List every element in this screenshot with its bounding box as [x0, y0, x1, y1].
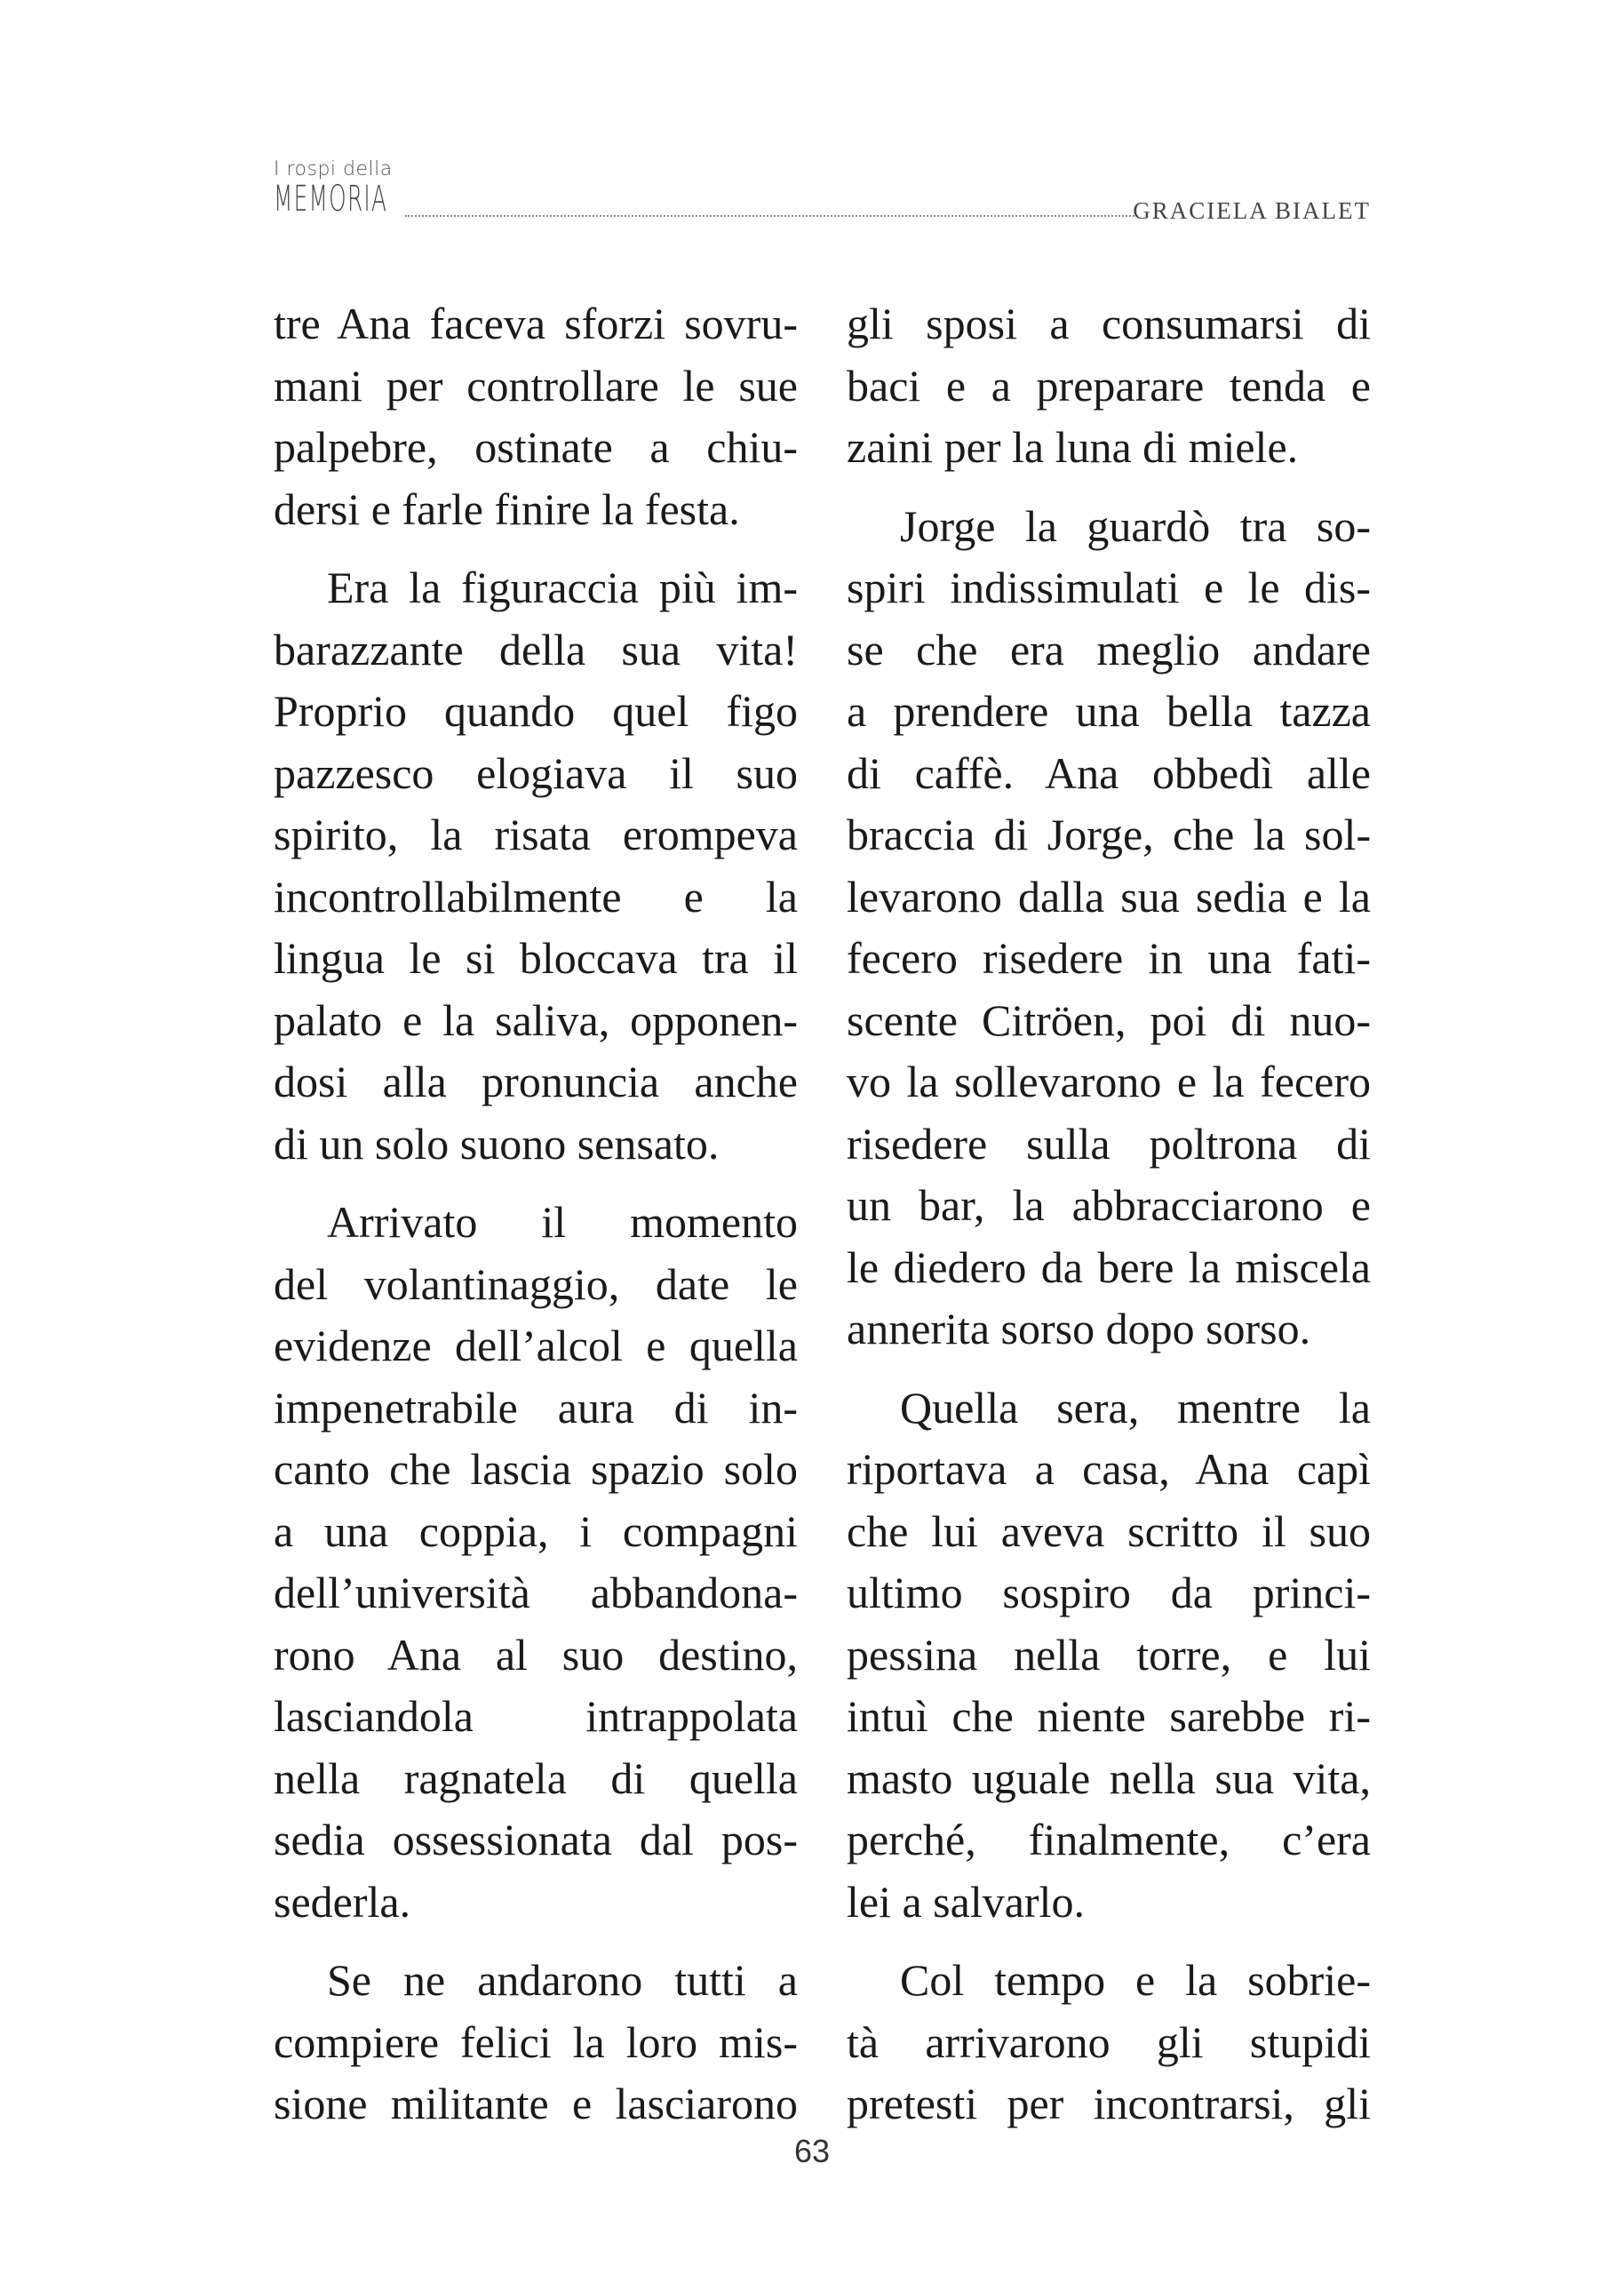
dotted-leader [405, 215, 1138, 217]
text-line: rono Ana al suo destino, [274, 1629, 798, 1680]
book-logo [274, 158, 407, 229]
text-line: ultimo sospiro da princi- [847, 1568, 1371, 1617]
page-number: 63 [793, 2133, 831, 2169]
text-line: del volantinaggio, date le [274, 1258, 798, 1309]
text-line: a una coppia, i compagni [274, 1505, 798, 1556]
paragraph-gap [274, 1175, 798, 1192]
text-line: lei a salvarlo. [847, 1876, 1085, 1927]
text-line: levarono dalla sua sedia e la [847, 871, 1371, 922]
text-line: spirito, la risata erompeva [274, 810, 798, 859]
text-line: palato e la saliva, opponen- [274, 994, 798, 1045]
text-column-left [274, 293, 798, 2135]
logo-title: MEMORIA [274, 179, 388, 220]
text-line: a prendere una bella tazza [847, 686, 1371, 736]
text-line: impenetrabile aura di in- [274, 1382, 798, 1433]
text-line: risedere sulla poltrona di [847, 1118, 1371, 1169]
text-line: evidenze dell’alcol e quella [274, 1321, 798, 1370]
text-line: pazzesco elogiava il suo [274, 747, 798, 798]
text-line: Quella sera, mentre la [900, 1382, 1371, 1433]
text-line: Col tempo e la sobrie- [900, 1955, 1371, 2005]
text-line: un bar, la abbracciarono e [847, 1180, 1371, 1230]
text-line: di un solo suono sensato. [274, 1118, 720, 1169]
paragraph-gap [274, 540, 798, 557]
text-line: gli sposi a consumarsi di [847, 299, 1371, 348]
text-line: dersi e farle finire la festa. [274, 483, 740, 534]
text-line: vo la sollevarono e la fecero [847, 1057, 1371, 1106]
paragraph-gap [274, 1933, 798, 1950]
text-line: scente Citröen, poi di nuo- [847, 994, 1371, 1045]
text-line: fecero risedere in una fati- [847, 933, 1371, 983]
text-line: riportava a casa, Ana capì [847, 1444, 1371, 1494]
text-line: di caffè. Ana obbedì alle [847, 747, 1371, 798]
text-line: lasciandola intrappolata [274, 1691, 798, 1741]
text-line: dell’università abbandona- [274, 1568, 798, 1617]
text-line: Arrivato il momento [327, 1197, 798, 1247]
text-line: palpebre, ostinate a chiu- [274, 422, 798, 472]
text-line: tre Ana faceva sforzi sovru- [274, 299, 798, 348]
logo-subtitle: I rospi della [274, 158, 393, 180]
text-line: sederla. [274, 1876, 411, 1927]
text-line: spiri indissimulati e le dis- [847, 563, 1371, 612]
text-line: che lui aveva scritto il suo [847, 1505, 1371, 1556]
text-line: Se ne andarono tutti a [327, 1955, 798, 2005]
text-line: compiere felici la loro mis- [274, 2016, 798, 2067]
text-line: barazzante della sua vita! [274, 624, 798, 675]
text-column-right [847, 293, 1371, 2135]
running-header [274, 158, 1371, 229]
text-line: zaini per la luna di miele. [847, 422, 1299, 472]
text-line: le diedero da bere la miscela [847, 1241, 1371, 1292]
text-line: annerita sorso dopo sorso. [847, 1304, 1311, 1353]
paragraph-gap [847, 479, 1371, 496]
text-line: dosi alla pronuncia anche [274, 1057, 798, 1106]
text-line: braccia di Jorge, che la sol- [847, 810, 1371, 859]
text-line: sione militante e lasciarono [274, 2079, 798, 2128]
text-line: pessina nella torre, e lui [847, 1629, 1371, 1680]
text-line: perché, finalmente, c’era [847, 1815, 1371, 1864]
text-line: sedia ossessionata dal pos- [274, 1815, 798, 1864]
text-line: Proprio quando quel figo [274, 686, 798, 736]
text-line: Jorge la guardò tra so- [900, 500, 1371, 551]
text-line: canto che lascia spazio solo [274, 1444, 798, 1494]
text-line: se che era meglio andare [847, 624, 1371, 675]
text-line: lingua le si bloccava tra il [274, 933, 798, 983]
text-line: tà arrivarono gli stupidi [847, 2016, 1371, 2067]
text-line: mani per controllare le sue [274, 360, 798, 411]
text-line: incontrollabilmente e la [274, 871, 798, 922]
text-line: baci e a preparare tenda e [847, 360, 1371, 411]
text-line: intuì che niente sarebbe ri- [847, 1691, 1371, 1741]
paragraph-gap [847, 1361, 1371, 1377]
author-name: GRACIELA BIALET [1133, 197, 1371, 224]
text-line: pretesti per incontrarsi, gli [847, 2079, 1371, 2128]
text-line: Era la figuraccia più im- [327, 563, 798, 612]
text-line: masto uguale nella sua vita, [847, 1752, 1371, 1803]
paragraph-gap [847, 1933, 1371, 1950]
text-line: nella ragnatela di quella [274, 1752, 798, 1803]
